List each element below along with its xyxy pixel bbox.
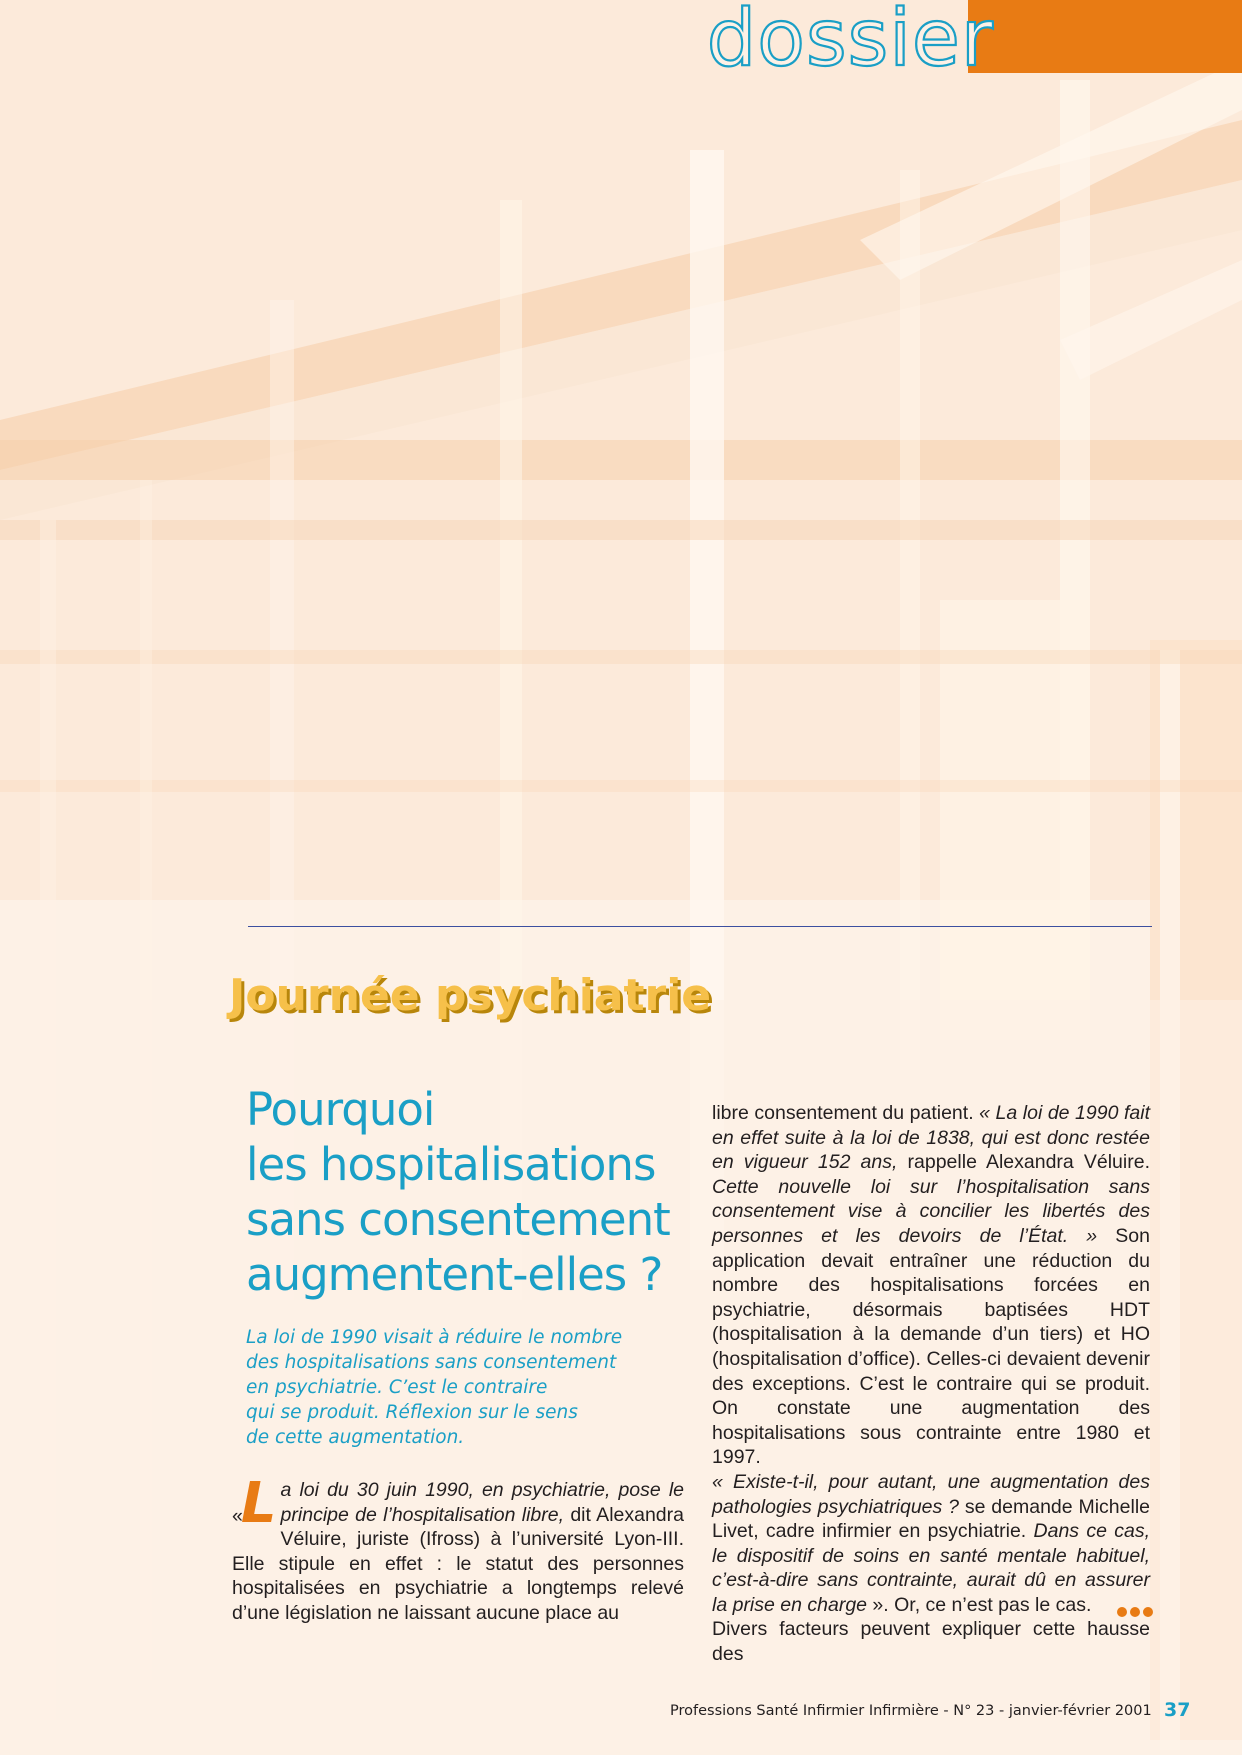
dot: [1117, 1607, 1127, 1617]
body-text: « Existe-t-il, pour autant, une augmentation des pathologies psychiatriques ?: [712, 1470, 1150, 1518]
section-label: dossier: [706, 0, 994, 84]
standfirst-line: de cette augmentation.: [246, 1427, 465, 1448]
title-line: sans consentement: [246, 1193, 670, 1246]
body-text: Cette nouvelle loi sur l’hospitalisation sans consentement vise à concilier les libertés des personnes et les devoirs de l’État. »: [712, 1175, 1150, 1247]
body-text: Son application devait entraîner une réduction du nombre des hospitalisations forcées en psychiatrie, désormais baptisées HDT (hospitalisation à la demande d’un tiers) et HO (hospitalisation d’office). Celles-ci devaient devenir des exceptions. C’est le contraire qui se produit. On constate une augmentation des hospitalisations sous contrainte entre 1980 et 1997.: [712, 1224, 1150, 1469]
body-text: Divers facteurs peuvent expliquer cette hausse des: [712, 1618, 1150, 1666]
standfirst-line: qui se produit. Réflexion sur le sens: [246, 1402, 578, 1423]
page-number: 37: [1164, 1699, 1191, 1721]
standfirst-line: en psychiatrie. C’est le contraire: [246, 1377, 548, 1398]
dot: [1143, 1607, 1153, 1617]
body-text: ». Or, ce n’est pas le cas.: [867, 1593, 1092, 1616]
title-line: augmentent-elles ?: [246, 1248, 663, 1301]
drop-cap: L: [240, 1471, 277, 1536]
body-text: a loi du 30 juin 1990, en psychiatrie, pose le principe de l’hospitalisation libre,: [280, 1479, 684, 1526]
standfirst-line: La loi de 1990 visait à réduire le nombre: [246, 1327, 623, 1348]
rubric-title: Journée psychiatrie: [229, 970, 712, 1021]
body-column-1: [232, 1471, 684, 1626]
divider: [248, 926, 1152, 927]
opening-quote: «: [232, 1505, 243, 1527]
section-tab: [968, 0, 1242, 73]
standfirst-line: des hospitalisations sans consentement: [246, 1352, 617, 1373]
body-text: se demande Michelle Livet, cadre infirmier en psychiatrie.: [712, 1495, 1150, 1543]
title-line: Pourquoi: [246, 1083, 435, 1136]
article-title: [246, 1082, 706, 1302]
continuation-dots-icon: [1117, 1607, 1153, 1617]
body-text: Dans ce cas, le dispositif de soins en santé mentale habituel, c’est-à-dire sans contrainte, aurait dû en assurer la prise en charge: [712, 1520, 1150, 1616]
body-text: rappelle Alexandra Véluire.: [897, 1151, 1150, 1174]
page-footer: Professions Santé Infirmier Infirmière - N° 23 - janvier-février 2001: [670, 1703, 1152, 1719]
body-text: dit Alexandra Véluire, juriste (Ifross) à l’université Lyon-III. Elle stipule en effet : le statut des personnes hospitalisées en psychiatrie a longtemps relevé d’une législation ne laissant aucune place au: [232, 1503, 684, 1624]
body-text: « La loi de 1990 fait en effet suite à la loi de 1838, qui est donc restée en vigueur 152 ans,: [712, 1102, 1150, 1174]
title-line: les hospitalisations: [246, 1138, 656, 1191]
dot: [1130, 1607, 1140, 1617]
body-text: libre consentement du patient.: [712, 1102, 974, 1124]
article-standfirst: [246, 1325, 666, 1450]
body-column-2: [712, 1101, 1150, 1667]
